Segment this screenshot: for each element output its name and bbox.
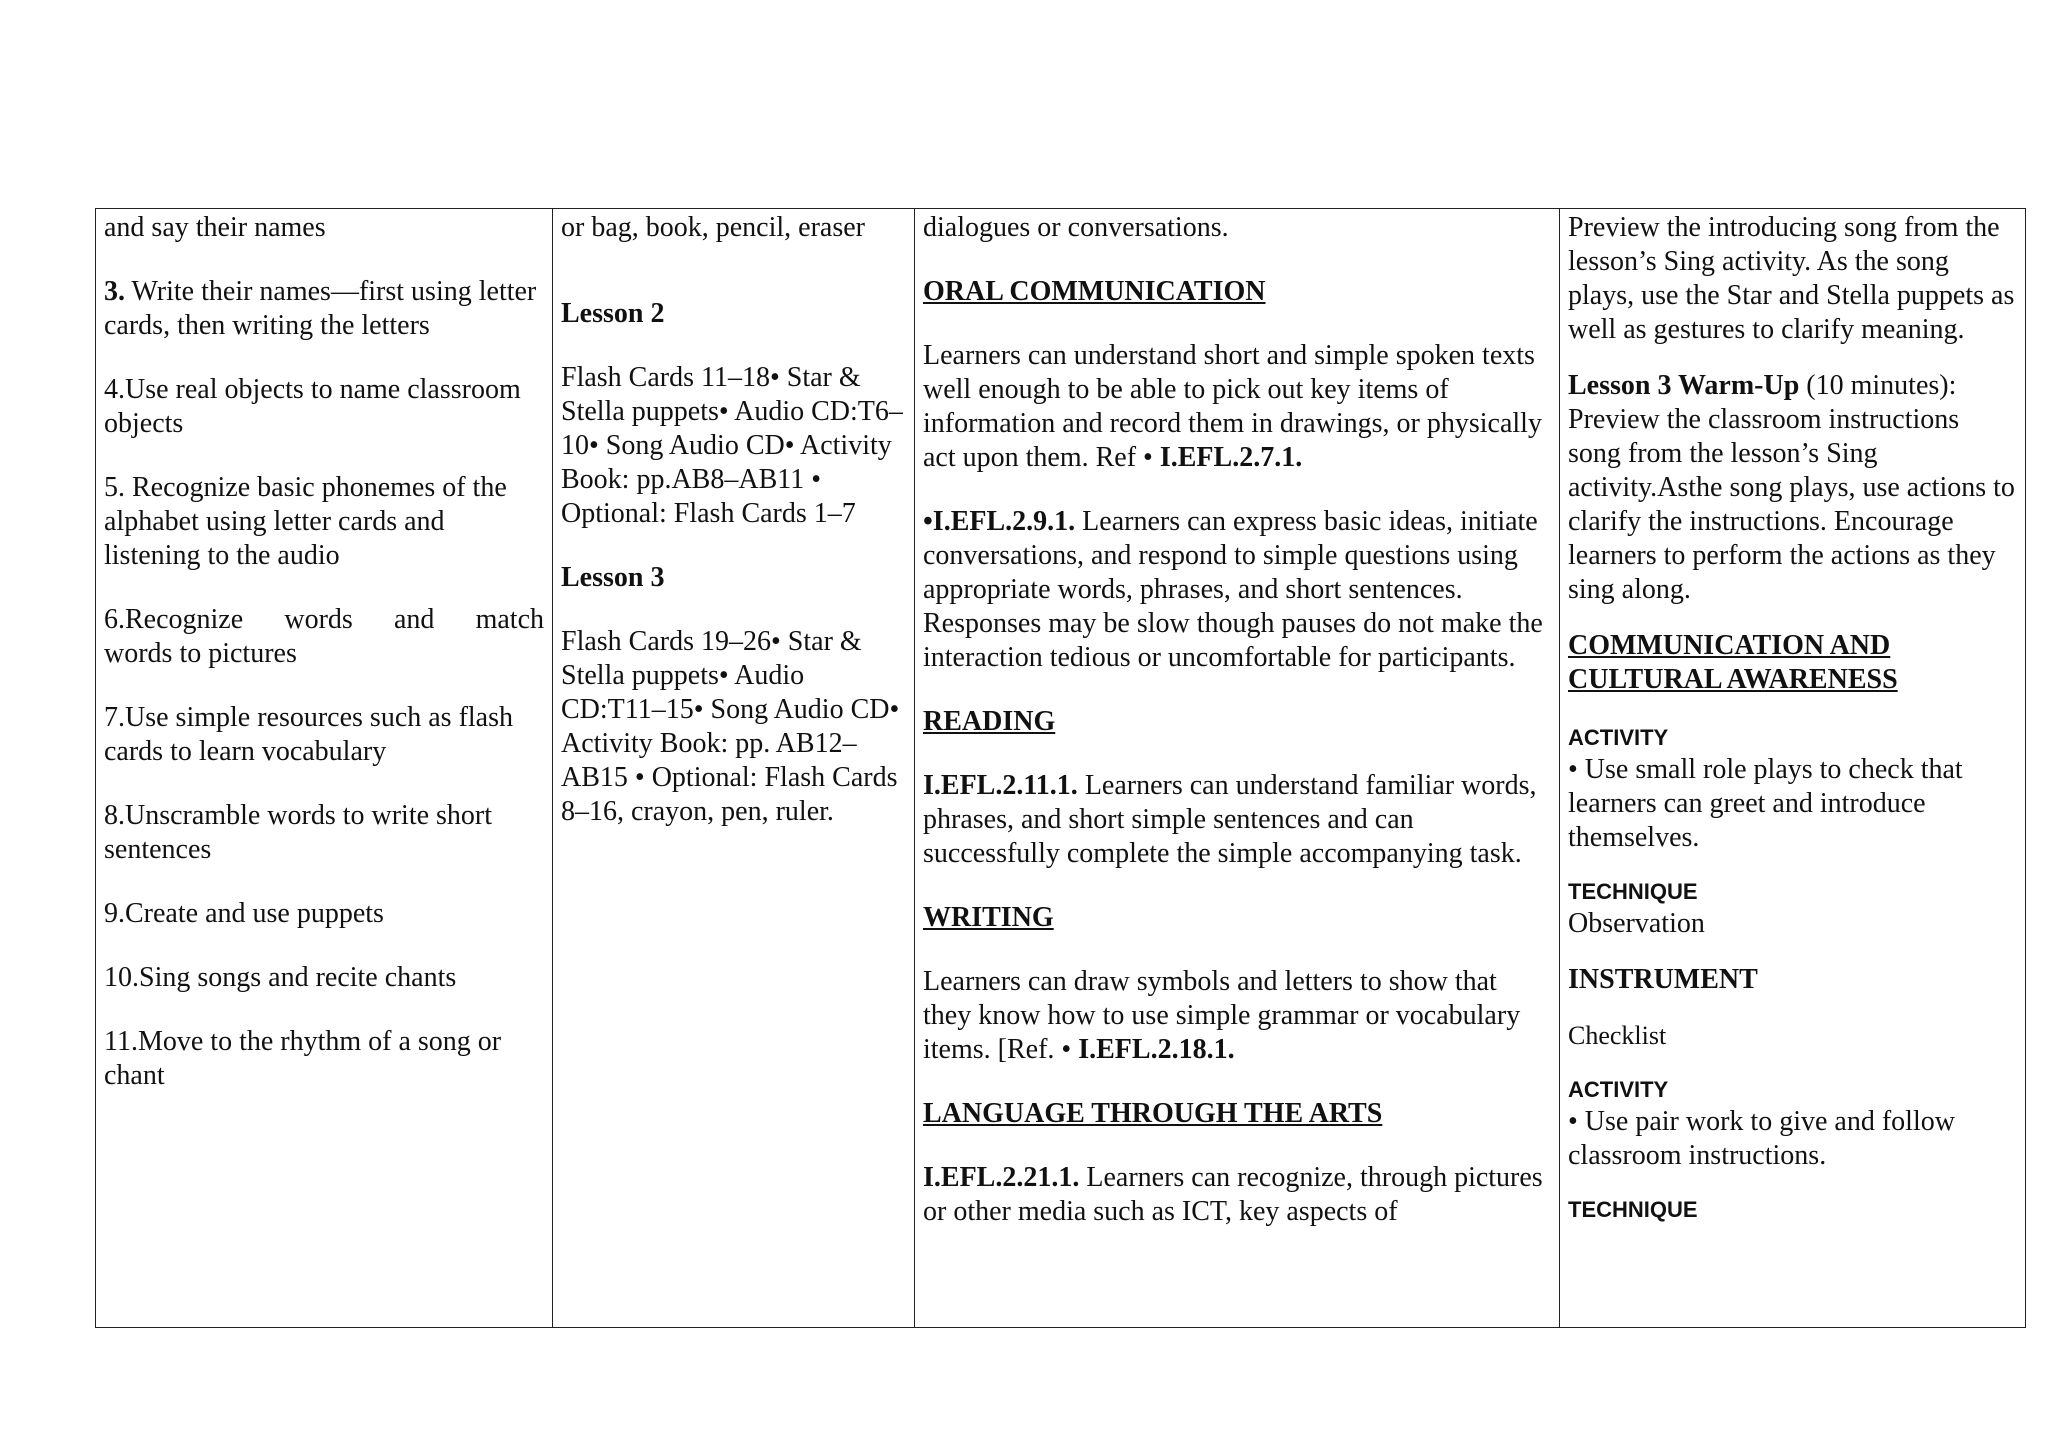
indicators-column: [915, 209, 1560, 1328]
writing-body: Learners can draw symbols and letters to show that they know how to use simple grammar or vocabulary items. [Ref. •: [923, 966, 1521, 1065]
skill-item-7: 7.Use simple resources such as flash cards to learn vocabulary: [104, 702, 514, 767]
skill-item-text: Write their names—first using letter cards, then writing the letters: [104, 276, 537, 341]
cca-heading: COMMUNICATION AND CULTURAL AWARENESS: [1568, 630, 1898, 695]
warmup-title: Lesson 3 Warm-Up: [1568, 370, 1800, 401]
evaluation-column: [1560, 209, 2026, 1328]
indicator-code: •I.EFL.2.9.1.: [923, 506, 1076, 537]
indicator-code: I.EFL.2.21.1.: [923, 1162, 1080, 1193]
activity-text: • Use small role plays to check that learners can greet and introduce themselves.: [1568, 754, 1963, 853]
skill-item-10: 10.Sing songs and recite chants: [104, 962, 457, 993]
indicator-2-21-1: [923, 1161, 1551, 1229]
lesson-2-title: Lesson 2: [561, 298, 665, 329]
skill-item-5: 5. Recognize basic phonemes of the alphabet using letter cards and listening to the audio: [104, 472, 507, 571]
indicator-line: dialogues or conversations.: [923, 212, 1229, 243]
skill-item-8: 8.Unscramble words to write short sentences: [104, 800, 493, 865]
skill-item-4: 4.Use real objects to name classroom objects: [104, 374, 521, 439]
writing-text: [923, 965, 1551, 1067]
indicator-2-9-1: [923, 505, 1551, 675]
table-row: [96, 209, 2026, 1328]
oral-communication-text: [923, 339, 1551, 475]
oral-text: Learners can understand short and simple spoken texts well enough to be able to pick out key items of information and record them in drawings, or physically act upon them. Ref •: [923, 340, 1542, 473]
lesson-3-title: Lesson 3: [561, 562, 665, 593]
skill-item-6: [104, 603, 544, 671]
indicator-code: I.EFL.2.11.1.: [923, 770, 1078, 801]
skill-item-6-line2: words to pictures: [104, 638, 297, 669]
skill-item-6-line1: 6.Recognize words and match: [104, 604, 544, 635]
activity-label: ACTIVITY: [1568, 1077, 1669, 1102]
indicator-2-11-1: [923, 769, 1551, 871]
activity-label: ACTIVITY: [1568, 725, 1669, 750]
writing-ref: I.EFL.2.18.1.: [1078, 1034, 1235, 1065]
skill-line: and say their names: [104, 212, 326, 243]
indicator-text: Learners can understand familiar words, phrases, and short simple sentences and can successfully complete the simple accompanying task.: [923, 770, 1537, 869]
resources-column: [553, 209, 915, 1328]
lesson-2-resources: Flash Cards 11–18• Star & Stella puppets• Audio CD:T6–10• Song Audio CD• Activity Book: pp.AB8–AB11 • Optional: Flash Cards 1–7: [561, 362, 903, 529]
warmup-text: (10 minutes): Preview the classroom instructions song from the lesson’s Sing activity.Asthe song plays, use actions to clarify the instructions. Encourage learners to perform the actions as they sing along.: [1568, 370, 2015, 605]
lesson-3-resources: Flash Cards 19–26• Star & Stella puppets• Audio CD:T11–15• Song Audio CD• Activity Book: pp. AB12–AB15 • Optional: Flash Cards 8–16, crayon, pen, ruler.: [561, 626, 900, 827]
skills-column: [96, 209, 553, 1328]
technique-label: TECHNIQUE: [1568, 1197, 1698, 1222]
technique-label: TECHNIQUE: [1568, 879, 1698, 904]
oral-ref: I.EFL.2.7.1.: [1159, 442, 1303, 473]
instrument-text: Checklist: [1568, 1021, 1667, 1050]
resources-line: or bag, book, pencil, eraser: [561, 212, 865, 243]
skill-item-number: 3.: [104, 276, 125, 307]
skill-item-3: [104, 275, 544, 343]
skill-item-9: 9.Create and use puppets: [104, 898, 384, 929]
skill-item-11: 11.Move to the rhythm of a song or chant: [104, 1026, 502, 1091]
warmup-preview-text: Preview the introducing song from the lesson’s Sing activity. As the song plays, use the Star and Stella puppets as well as gestures to clarify meaning.: [1568, 212, 2015, 345]
instrument-label: INSTRUMENT: [1568, 964, 1758, 995]
reading-heading: READING: [923, 706, 1056, 737]
activity-text: • Use pair work to give and follow classroom instructions.: [1568, 1106, 1955, 1171]
lesson-3-warmup: [1568, 369, 2017, 607]
writing-heading: WRITING: [923, 902, 1054, 933]
indicator-text: Learners can recognize, through pictures or other media such as ICT, key aspects of: [923, 1162, 1543, 1227]
oral-communication-heading: ORAL COMMUNICATION: [923, 276, 1266, 307]
indicator-text: Learners can express basic ideas, initiate conversations, and respond to simple questions using appropriate words, phrases, and short sentences. Responses may be slow though pauses do not make the interaction tedious or uncomfortable for participants.: [923, 506, 1543, 673]
arts-heading: LANGUAGE THROUGH THE ARTS: [923, 1098, 1383, 1129]
lesson-plan-table: [95, 208, 2026, 1328]
technique-text: Observation: [1568, 908, 1705, 939]
